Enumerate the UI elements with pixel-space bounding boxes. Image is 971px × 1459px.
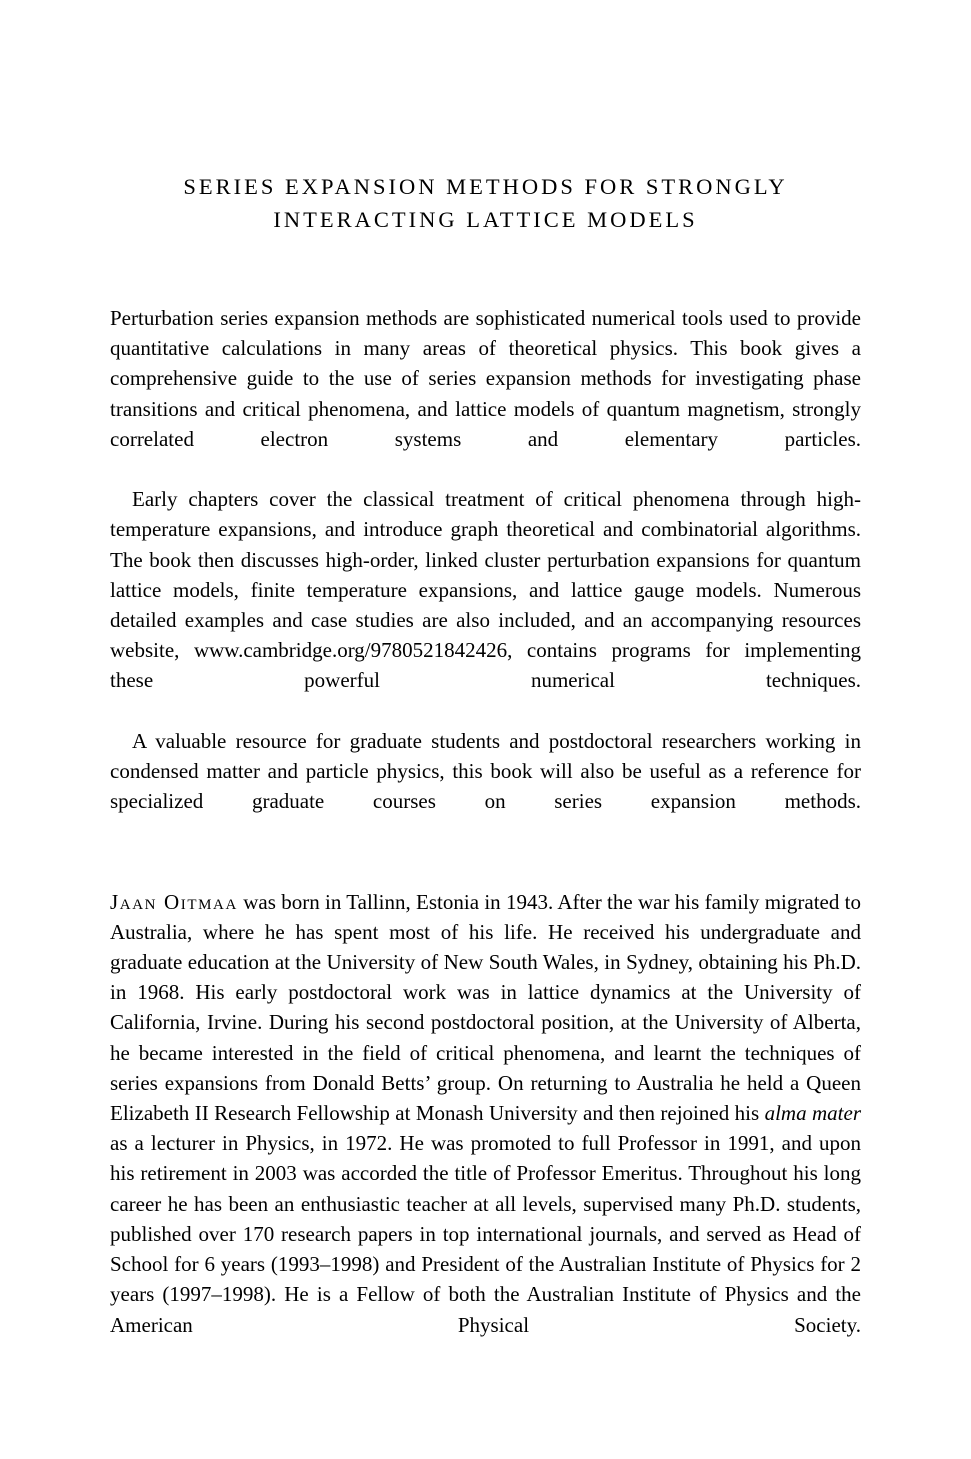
blurb-paragraph-3: A valuable resource for graduate students and postdoctoral researchers working in condensed matter and particle physics, this book will also be useful as a reference for specialized graduate courses on series expansion methods.	[110, 728, 861, 814]
blurb-paragraph-2: Early chapters cover the classical treatment of critical phenomena through high-temperature expansions, and introduce graph theoretical and combinatorial algorithms. The book then discusses high-order, linked cluster perturbation expansions for quantum lattice models, finite temperature expansions, and lattice gauge models. Numerous detailed examples and case studies are also included, and an accompanying resources website, www.cambridge.org/9780521842426, contains programs for implementing these powerful numerical techniques.	[110, 487, 861, 693]
page-content	[110, 170, 861, 1370]
author-name: Jaan Oitmaa	[110, 889, 238, 914]
blurb-paragraph-1: Perturbation series expansion methods are sophisticated numerical tools used to provide quantitative calculations in many areas of theoretical physics. This book gives a comprehensive guide to the use of series expansion methods for investigating phase transitions and critical phenomena, and lattice models of quantum magnetism, strongly correlated electron systems and elementary particles.	[110, 306, 861, 451]
author-biography	[110, 887, 861, 1370]
author-bio-text-part-2: as a lecturer in Physics, in 1972. He was promoted to full Professor in 1991, and upon his retirement in 2003 was accorded the title of Professor Emeritus. Throughout his long career he has been an enthusiastic teacher at all levels, supervised many Ph.D. students, published over 170 research papers in top international journals, and served as Head of School for 6 years (1993–1998) and President of the Australian Institute of Physics for 2 years (1997–1998). He is a Fellow of both the Australian Institute of Physics and the American Physical Society.	[110, 1131, 861, 1337]
page-title	[110, 170, 861, 236]
page-title-line-1: SERIES EXPANSION METHODS FOR STRONGLY	[183, 174, 788, 199]
author-bio-text-part-1: was born in Tallinn, Estonia in 1943. After the war his family migrated to Australia, where he has spent most of his life. He received his undergraduate and graduate education at the University of New South Wales, in Sydney, obtaining his Ph.D. in 1968. His early postdoctoral work was in lattice dynamics at the University of California, Irvine. During his second postdoctoral position, at the University of Alberta, he became interested in the field of critical phenomena, and learnt the techniques of series expansions from Donald Betts’ group. On returning to Australia he held a Queen Elizabeth II Research Fellowship at Monash University and then rejoined his	[110, 889, 861, 1126]
author-bio-emphasis: alma mater	[764, 1101, 862, 1126]
page-title-line-2: INTERACTING LATTICE MODELS	[273, 207, 698, 232]
